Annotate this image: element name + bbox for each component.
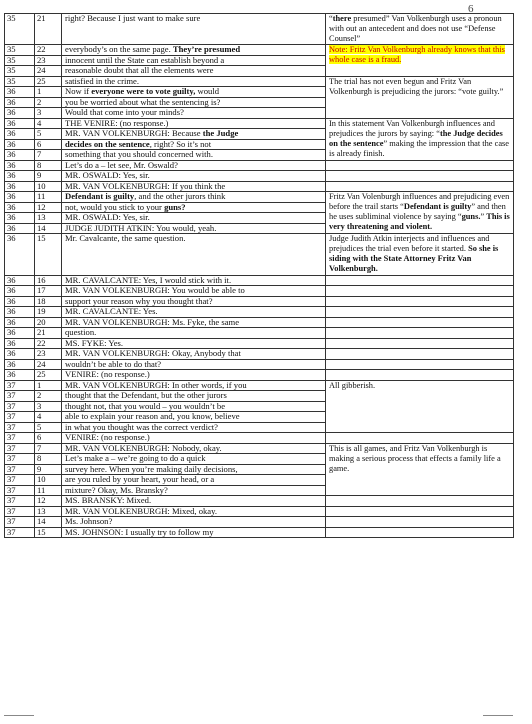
line-number: 10 — [35, 181, 62, 192]
transcript-text: something that you should concerned with. — [62, 150, 326, 161]
page-ref: 36 — [5, 87, 35, 98]
transcript-text: JUDGE JUDITH ATKIN: You would, yeah. — [62, 223, 326, 234]
line-number: 6 — [35, 433, 62, 444]
transcript-row — [5, 443, 514, 454]
page-ref: 37 — [5, 506, 35, 517]
line-number: 11 — [35, 192, 62, 203]
transcript-text: you be worried about what the sentencing is? — [62, 97, 326, 108]
page-ref: 36 — [5, 171, 35, 182]
transcript-text: MR. VAN VOLKENBURGH: Because the Judge — [62, 129, 326, 140]
page-ref: 36 — [5, 192, 35, 203]
page-ref: 36 — [5, 118, 35, 129]
line-number: 1 — [35, 380, 62, 391]
page-ref: 37 — [5, 475, 35, 486]
transcript-row — [5, 76, 514, 87]
annotation-note — [326, 443, 514, 496]
transcript-row — [5, 328, 514, 339]
page-ref: 36 — [5, 223, 35, 234]
line-number: 12 — [35, 496, 62, 507]
line-number: 21 — [35, 14, 62, 45]
line-number: 21 — [35, 328, 62, 339]
transcript-text: Let’s do a – let see, Mr. Oswald? — [62, 160, 326, 171]
line-number: 24 — [35, 66, 62, 77]
annotation-note — [326, 14, 514, 45]
annotation-note — [326, 317, 514, 328]
annotation-note — [326, 370, 514, 381]
annotation-note — [326, 349, 514, 360]
page-number: 6 — [468, 3, 474, 15]
annotation-note — [326, 517, 514, 528]
annotation-text: In this statement Van Volkenburgh influences and prejudices the jurors by saying: “the Judge decides on the sentence” making the impression that the case is already finish. — [329, 118, 510, 158]
annotation-note — [326, 506, 514, 517]
transcript-text: MR. OSWALD: Yes, sir. — [62, 171, 326, 182]
transcript-row — [5, 171, 514, 182]
transcript-text: Defendant is guilty, and the other jurors think — [62, 192, 326, 203]
line-number: 23 — [35, 349, 62, 360]
annotation-note — [326, 338, 514, 349]
transcript-row — [5, 192, 514, 203]
page-ref: 37 — [5, 517, 35, 528]
page-corner-mark-left — [4, 715, 34, 722]
transcript-row — [5, 181, 514, 192]
transcript-row — [5, 275, 514, 286]
transcript-text: MR. VAN VOLKENBURGH: You would be able to — [62, 286, 326, 297]
line-number: 6 — [35, 139, 62, 150]
annotation-note — [326, 45, 514, 77]
page-ref: 36 — [5, 202, 35, 213]
annotation-note — [326, 359, 514, 370]
line-number: 14 — [35, 517, 62, 528]
transcript-text: Mr. Cavalcante, the same question. — [62, 234, 326, 275]
annotation-note — [326, 527, 514, 538]
page-ref: 36 — [5, 359, 35, 370]
page-ref: 37 — [5, 422, 35, 433]
line-number: 25 — [35, 76, 62, 87]
transcript-text: not, would you stick to your guns? — [62, 202, 326, 213]
page-ref: 37 — [5, 380, 35, 391]
transcript-row — [5, 349, 514, 360]
line-number: 12 — [35, 202, 62, 213]
transcript-row — [5, 338, 514, 349]
transcript-text: VENIRE: (no response.) — [62, 370, 326, 381]
line-number: 11 — [35, 485, 62, 496]
annotation-text: All gibberish. — [329, 380, 376, 390]
transcript-text: VENIRE: (no response.) — [62, 433, 326, 444]
line-number: 2 — [35, 97, 62, 108]
page-ref: 35 — [5, 14, 35, 45]
line-number: 10 — [35, 475, 62, 486]
transcript-text: everybody’s on the same page. They’re presumed — [62, 45, 326, 56]
transcript-row — [5, 370, 514, 381]
page-ref: 37 — [5, 401, 35, 412]
line-number: 13 — [35, 506, 62, 517]
transcript-row — [5, 506, 514, 517]
transcript-text: thought that the Defendant, but the other jurors — [62, 391, 326, 402]
annotation-note — [326, 192, 514, 234]
annotation-text: The trial has not even begun and Fritz Van Volkenburgh is prejudicing the jurors: “vote guilty.” — [329, 76, 504, 96]
page-ref: 36 — [5, 328, 35, 339]
transcript-text: Would that come into your minds? — [62, 108, 326, 119]
page-ref: 37 — [5, 485, 35, 496]
line-number: 4 — [35, 118, 62, 129]
transcript-text: support your reason why you thought that? — [62, 296, 326, 307]
line-number: 1 — [35, 87, 62, 98]
transcript-text: MS. JOHNSON: I usually try to follow my — [62, 527, 326, 538]
transcript-text: decides on the sentence, right? So it’s not — [62, 139, 326, 150]
annotation-note — [326, 286, 514, 297]
transcript-text: Ms. Johnson? — [62, 517, 326, 528]
transcript-row — [5, 234, 514, 275]
page-ref: 36 — [5, 129, 35, 140]
annotation-note — [326, 380, 514, 433]
transcript-row — [5, 296, 514, 307]
page-ref: 35 — [5, 66, 35, 77]
page-ref: 36 — [5, 275, 35, 286]
line-number: 9 — [35, 171, 62, 182]
line-number: 22 — [35, 338, 62, 349]
transcript-row — [5, 160, 514, 171]
line-number: 24 — [35, 359, 62, 370]
page-ref: 37 — [5, 433, 35, 444]
page-ref: 36 — [5, 139, 35, 150]
line-number: 15 — [35, 527, 62, 538]
page-ref: 36 — [5, 234, 35, 275]
annotation-note — [326, 160, 514, 171]
transcript-text: able to explain your reason and, you know, believe — [62, 412, 326, 423]
line-number: 19 — [35, 307, 62, 318]
page-ref: 36 — [5, 307, 35, 318]
transcript-row — [5, 286, 514, 297]
page-ref: 37 — [5, 496, 35, 507]
transcript-text: Let’s make a – we’re going to do a quick — [62, 454, 326, 465]
line-number: 23 — [35, 55, 62, 66]
transcript-row — [5, 317, 514, 328]
line-number: 20 — [35, 317, 62, 328]
transcript-text: MR. VAN VOLKENBURGH: Okay, Anybody that — [62, 349, 326, 360]
line-number: 7 — [35, 443, 62, 454]
line-number: 15 — [35, 234, 62, 275]
line-number: 3 — [35, 108, 62, 119]
line-number: 17 — [35, 286, 62, 297]
page-ref: 36 — [5, 97, 35, 108]
line-number: 25 — [35, 370, 62, 381]
page-ref: 35 — [5, 76, 35, 87]
line-number: 13 — [35, 213, 62, 224]
transcript-text: MR. CAVALCANTE: Yes, I would stick with it. — [62, 275, 326, 286]
page-ref: 37 — [5, 454, 35, 465]
page-ref: 35 — [5, 55, 35, 66]
annotation-note — [326, 433, 514, 444]
transcript-text: thought not, that you would – you wouldn’t be — [62, 401, 326, 412]
transcript-text: MR. VAN VOLKENBURGH: Mixed, okay. — [62, 506, 326, 517]
line-number: 18 — [35, 296, 62, 307]
annotation-note — [326, 181, 514, 192]
annotation-note — [326, 307, 514, 318]
transcript-row — [5, 118, 514, 129]
transcript-text: MS. FYKE: Yes. — [62, 338, 326, 349]
annotation-text: Fritz Van Volenburgh influences and prejudicing even before the trail starts “Defendant is guilty” and then he uses subliminal violence by saying “guns.” This is very threatening and violent. — [329, 192, 510, 232]
transcript-text: are you ruled by your heart, your head, or a — [62, 475, 326, 486]
annotation-text: Note: Fritz Van Volkenburgh already knows that this whole case is a fraud. — [329, 45, 505, 65]
annotation-text: “there presumed” Van Volkenburgh uses a pronoun with out an antecedent and does not use “Defense Counsel” — [329, 14, 502, 44]
annotation-note — [326, 496, 514, 507]
line-number: 8 — [35, 160, 62, 171]
transcript-row — [5, 380, 514, 391]
transcript-row — [5, 496, 514, 507]
transcript-text: innocent until the State can establish beyond a — [62, 55, 326, 66]
transcript-row — [5, 14, 514, 45]
page-ref: 36 — [5, 349, 35, 360]
annotation-text: This is all games, and Fritz Van Volkenburgh is making a serious process that effects a family life a game. — [329, 443, 501, 473]
transcript-table — [4, 13, 514, 538]
line-number: 16 — [35, 275, 62, 286]
transcript-row — [5, 359, 514, 370]
line-number: 8 — [35, 454, 62, 465]
transcript-row — [5, 45, 514, 56]
annotation-note — [326, 118, 514, 160]
transcript-text: MR. VAN VOLKENBURGH: In other words, if you — [62, 380, 326, 391]
transcript-text: MR. VAN VOLKENBURGH: If you think the — [62, 181, 326, 192]
line-number: 22 — [35, 45, 62, 56]
transcript-text: in what you thought was the correct verdict? — [62, 422, 326, 433]
page-ref: 36 — [5, 317, 35, 328]
transcript-text: Now if everyone were to vote guilty, would — [62, 87, 326, 98]
annotation-note — [326, 234, 514, 275]
transcript-row — [5, 307, 514, 318]
transcript-text: MR. OSWALD: Yes, sir. — [62, 213, 326, 224]
annotation-note — [326, 296, 514, 307]
page-ref: 37 — [5, 391, 35, 402]
page-ref: 35 — [5, 45, 35, 56]
page-ref: 36 — [5, 181, 35, 192]
annotation-text: Judge Judith Atkin interjects and influences and prejudices the trial even before it started. So she is siding with the State Attorney Fritz Van Volkenburgh. — [329, 234, 499, 274]
page-ref: 37 — [5, 527, 35, 538]
page-ref: 36 — [5, 296, 35, 307]
transcript-text: mixture? Okay, Ms. Bransky? — [62, 485, 326, 496]
line-number: 2 — [35, 391, 62, 402]
page-ref: 36 — [5, 213, 35, 224]
line-number: 14 — [35, 223, 62, 234]
line-number: 5 — [35, 129, 62, 140]
transcript-text: survey here. When you’re making daily decisions, — [62, 464, 326, 475]
transcript-text: wouldn’t be able to do that? — [62, 359, 326, 370]
transcript-row — [5, 517, 514, 528]
line-number: 9 — [35, 464, 62, 475]
transcript-text: satisfied in the crime. — [62, 76, 326, 87]
line-number: 5 — [35, 422, 62, 433]
page-ref: 37 — [5, 464, 35, 475]
transcript-row — [5, 527, 514, 538]
transcript-text: MR. CAVALCANTE: Yes. — [62, 307, 326, 318]
page-corner-mark-right — [483, 715, 513, 722]
annotation-note — [326, 76, 514, 118]
annotation-note — [326, 328, 514, 339]
transcript-row — [5, 433, 514, 444]
line-number: 3 — [35, 401, 62, 412]
page-ref: 37 — [5, 412, 35, 423]
page-ref: 36 — [5, 370, 35, 381]
page-ref: 36 — [5, 108, 35, 119]
page-ref: 36 — [5, 286, 35, 297]
page-ref: 36 — [5, 338, 35, 349]
transcript-text: reasonable doubt that all the elements were — [62, 66, 326, 77]
transcript-text: MR. VAN VOLKENBURGH: Ms. Fyke, the same — [62, 317, 326, 328]
annotation-note — [326, 275, 514, 286]
transcript-text: question. — [62, 328, 326, 339]
transcript-text: MR. VAN VOLKENBURGH: Nobody, okay. — [62, 443, 326, 454]
page-ref: 37 — [5, 443, 35, 454]
transcript-text: right? Because I just want to make sure — [62, 14, 326, 45]
line-number: 7 — [35, 150, 62, 161]
page-ref: 36 — [5, 150, 35, 161]
page-ref: 36 — [5, 160, 35, 171]
line-number: 4 — [35, 412, 62, 423]
annotation-note — [326, 171, 514, 182]
transcript-text: THE VENIRE: (no response.) — [62, 118, 326, 129]
transcript-text: MS. BRANSKY: Mixed. — [62, 496, 326, 507]
